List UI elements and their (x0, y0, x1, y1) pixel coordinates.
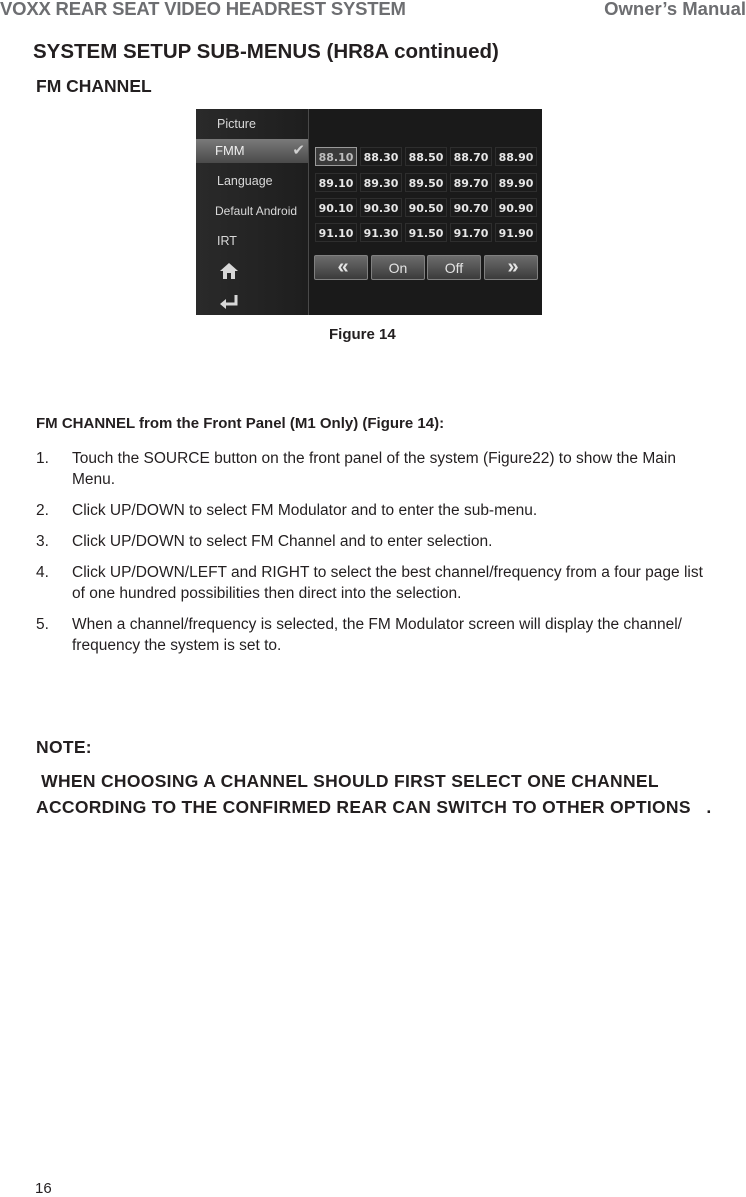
channel-cell: 89.50 (405, 173, 447, 192)
channel-cell: 89.10 (315, 173, 357, 192)
menu-item-language: Language (217, 174, 273, 188)
step-text: Click UP/DOWN to select FM Modulator and to enter the sub-menu. (72, 502, 538, 519)
channel-cell: 89.90 (495, 173, 537, 192)
channel-cell: 90.50 (405, 198, 447, 217)
channel-cell: 91.50 (405, 223, 447, 242)
step-text: When a channel/frequency is selected, the FM Modulator screen will display the channel/ frequency the system is set to. (72, 616, 682, 654)
channel-cell: 88.10 (315, 147, 357, 166)
menu-item-default-android: Default Android (215, 204, 298, 218)
prev-page-label: « (337, 256, 345, 278)
menu-item-irt: IRT (217, 234, 237, 248)
channel-cell: 89.30 (360, 173, 402, 192)
next-page-button (484, 255, 538, 280)
channel-cell: 88.30 (360, 147, 402, 166)
menu-item-fmm-label: FMM (215, 143, 245, 158)
step-number: 2. (36, 502, 49, 519)
running-header-manual: Owner’s Manual (604, 0, 746, 19)
channel-cell: 89.70 (450, 173, 492, 192)
setup-side-menu (196, 109, 309, 315)
step-number: 4. (36, 564, 49, 581)
channel-cell: 88.90 (495, 147, 537, 166)
fm-channel-screenshot (196, 109, 542, 315)
step-text: Click UP/DOWN to select FM Channel and to enter selection. (72, 533, 493, 550)
menu-item-fmm (196, 139, 308, 163)
step-number: 3. (36, 533, 49, 550)
procedure-steps (36, 448, 720, 666)
channel-cell: 88.50 (405, 147, 447, 166)
note-body: WHEN CHOOSING A CHANNEL SHOULD FIRST SELECT ONE CHANNEL ACCORDING TO THE CONFIRMED REAR CAN SWITCH TO OTHER OPTIONS . (36, 771, 712, 817)
channel-cell: 88.70 (450, 147, 492, 166)
step-2 (36, 500, 720, 521)
channel-cell: 91.30 (360, 223, 402, 242)
step-number: 1. (36, 450, 49, 467)
menu-item-picture: Picture (217, 117, 256, 131)
checkmark-icon: ✔ (292, 142, 305, 159)
running-header-title: VOXX REAR SEAT VIDEO HEADREST SYSTEM (0, 0, 406, 19)
section-title: SYSTEM SETUP SUB-MENUS (HR8A continued) (33, 40, 499, 63)
step-3 (36, 531, 720, 552)
home-icon (218, 261, 240, 281)
return-icon (218, 291, 240, 311)
off-button: Off (427, 255, 481, 280)
on-button: On (371, 255, 425, 280)
step-text: Touch the SOURCE button on the front panel of the system (Figure22) to show the Main Menu. (72, 450, 676, 488)
step-5 (36, 614, 720, 656)
figure-caption: Figure 14 (329, 326, 396, 343)
step-number: 5. (36, 616, 49, 633)
step-text: Click UP/DOWN/LEFT and RIGHT to select the best channel/frequency from a four page list of one hundred possibilities then direct into the selection. (72, 564, 703, 602)
channel-cell: 91.10 (315, 223, 357, 242)
sub-section-title: FM CHANNEL (36, 76, 152, 96)
next-page-label: » (507, 256, 515, 278)
channel-cell: 90.70 (450, 198, 492, 217)
page-number: 16 (35, 1180, 52, 1197)
channel-cell: 90.30 (360, 198, 402, 217)
prev-page-button (314, 255, 368, 280)
step-4 (36, 562, 720, 604)
note-title: NOTE: (36, 737, 92, 757)
channel-cell: 90.10 (315, 198, 357, 217)
channel-cell: 90.90 (495, 198, 537, 217)
channel-cell: 91.70 (450, 223, 492, 242)
procedure-title: FM CHANNEL from the Front Panel (M1 Only) (Figure 14): (36, 415, 445, 432)
step-1 (36, 448, 720, 490)
channel-cell: 91.90 (495, 223, 537, 242)
